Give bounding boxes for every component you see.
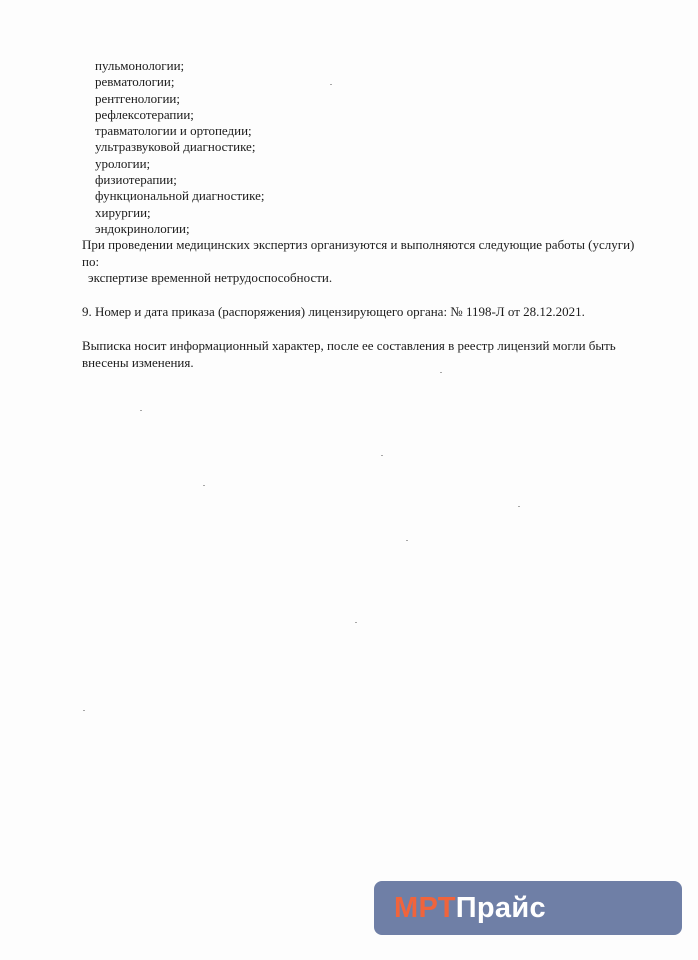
specialty-item: физиотерапии; <box>95 172 177 188</box>
expertise-paragraph <box>82 237 642 287</box>
specialty-item: ревматологии; <box>95 74 175 90</box>
watermark-logo <box>374 881 682 935</box>
scan-speck <box>140 410 142 411</box>
specialty-item: функциональной диагностике; <box>95 188 265 204</box>
watermark-part2: Прайс <box>455 891 546 924</box>
watermark-part1: МРТ <box>394 891 456 924</box>
scan-speck <box>440 372 442 373</box>
disclaimer-note: Выписка носит информационный характер, после ее составления в реестр лицензий могли быть внесены изменения. <box>82 338 616 370</box>
scan-speck <box>83 710 85 711</box>
specialty-item: рентгенологии; <box>95 90 180 106</box>
specialty-item: эндокринологии; <box>95 220 190 236</box>
scan-speck <box>203 485 205 486</box>
specialty-list <box>95 58 264 237</box>
specialty-item: рефлексотерапии; <box>95 106 194 122</box>
order-line: 9. Номер и дата приказа (распоряжения) лицензирующего органа: № 1198-Л от 28.12.2021. <box>82 304 585 319</box>
specialty-item: травматологии и ортопедии; <box>95 123 252 139</box>
expertise-intro: При проведении медицинских экспертиз организуются и выполняются следующие работы (услуги) по: <box>82 237 635 269</box>
scan-speck <box>355 622 357 623</box>
scan-speck <box>381 455 383 456</box>
expertise-item: экспертизе временной нетрудоспособности. <box>88 270 333 285</box>
scan-speck <box>406 540 408 541</box>
specialty-item: хирургии; <box>95 204 151 220</box>
specialty-item: урологии; <box>95 155 151 171</box>
scan-speck <box>330 84 332 85</box>
specialty-item: пульмонологии; <box>95 58 185 73</box>
scan-speck <box>518 506 520 507</box>
specialty-item: ультразвуковой диагностике; <box>95 139 256 155</box>
